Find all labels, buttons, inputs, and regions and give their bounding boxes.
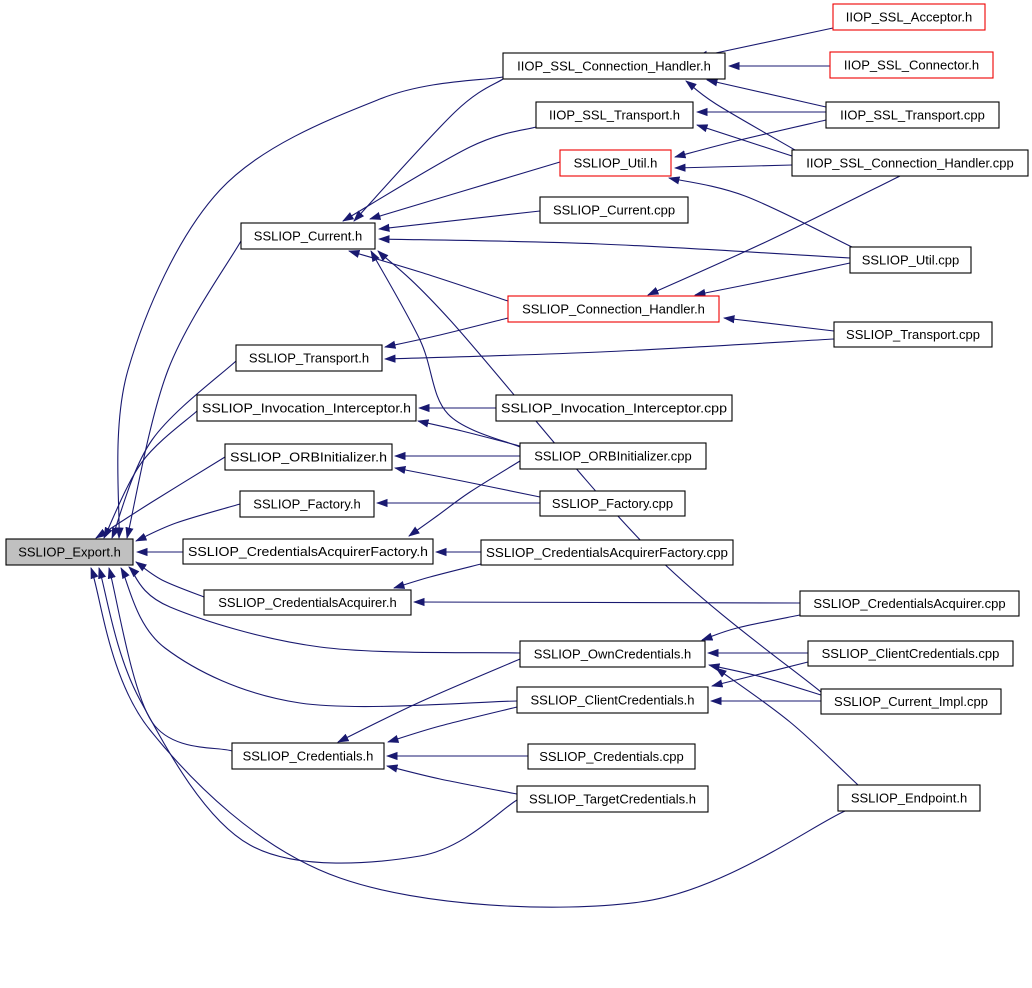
node-label: IIOP_SSL_Connection_Handler.cpp <box>806 155 1014 171</box>
include-edge-ssliop_transport_cpp--ssliop_connection_handler_h <box>724 318 834 331</box>
graph-node-ssliop_current_h[interactable] <box>241 223 375 249</box>
graph-node-ssliop_connection_handler_h[interactable] <box>508 296 719 322</box>
include-edge-ssliop_connection_handler_h--ssliop_current_h <box>349 251 508 301</box>
graph-node-ssliop_credentialsacquirerfactory_h[interactable] <box>183 539 433 564</box>
graph-node-iiop_ssl_connector_h[interactable] <box>830 52 993 78</box>
include-edge-ssliop_util_cpp--ssliop_connection_handler_h <box>695 263 850 295</box>
include-edge-ssliop_orbinitializer_cpp--ssliop_credentialsacquirerfactory_h <box>409 461 520 536</box>
graph-node-iiop_ssl_acceptor_h[interactable] <box>833 4 985 30</box>
include-edge-ssliop_credentialsacquirerfactory_cpp--ssliop_credentialsacquirer_h <box>394 564 481 588</box>
node-label: SSLIOP_ORBInitializer.h <box>230 449 387 465</box>
graph-node-iiop_ssl_connection_handler_h[interactable] <box>503 53 725 79</box>
node-label: SSLIOP_Invocation_Interceptor.cpp <box>501 400 727 416</box>
include-edge-ssliop_current_cpp--ssliop_current_h <box>379 211 540 229</box>
node-label: SSLIOP_TargetCredentials.h <box>529 791 696 807</box>
node-label: SSLIOP_Util.cpp <box>861 252 960 268</box>
graph-node-ssliop_orbinitializer_h[interactable] <box>225 444 392 470</box>
node-label: SSLIOP_CredentialsAcquirerFactory.cpp <box>486 545 728 560</box>
include-edge-ssliop_transport_h--ssliop_export_h <box>112 361 236 538</box>
node-label: SSLIOP_Connection_Handler.h <box>522 301 705 317</box>
nodes-layer <box>6 4 1028 812</box>
include-edge-iiop_ssl_transport_cpp--iiop_ssl_connection_handler_h <box>707 80 826 107</box>
include-edge-ssliop_credentialsacquirer_cpp--ssliop_owncredentials_h <box>702 615 800 640</box>
graph-node-ssliop_export_h[interactable] <box>6 539 133 565</box>
node-label: SSLIOP_Current.h <box>253 228 363 244</box>
graph-node-ssliop_invocation_interceptor_cpp[interactable] <box>496 395 732 421</box>
node-label: SSLIOP_Current_Impl.cpp <box>834 694 988 709</box>
node-label: SSLIOP_CredentialsAcquirer.cpp <box>813 596 1006 611</box>
graph-node-ssliop_credentialsacquirerfactory_cpp[interactable] <box>481 540 733 565</box>
node-label: SSLIOP_ClientCredentials.h <box>530 692 695 708</box>
edges-layer <box>91 28 900 907</box>
graph-node-iiop_ssl_transport_cpp[interactable] <box>826 102 999 128</box>
include-edge-ssliop_orbinitializer_h--ssliop_export_h <box>96 457 225 538</box>
include-edge-ssliop_transport_cpp--ssliop_transport_h <box>385 339 834 359</box>
graph-node-ssliop_current_cpp[interactable] <box>540 197 688 223</box>
include-edge-ssliop_connection_handler_h--ssliop_transport_h <box>385 318 508 347</box>
node-label: SSLIOP_Transport.cpp <box>846 327 980 342</box>
node-label: SSLIOP_OwnCredentials.h <box>533 646 692 662</box>
include-edge-ssliop_util_cpp--ssliop_current_h <box>379 239 850 258</box>
node-label: IIOP_SSL_Transport.h <box>548 107 681 123</box>
node-label: SSLIOP_ORBInitializer.cpp <box>534 448 692 464</box>
graph-node-ssliop_factory_h[interactable] <box>240 491 374 517</box>
graph-node-iiop_ssl_transport_h[interactable] <box>536 102 693 128</box>
graph-node-ssliop_transport_cpp[interactable] <box>834 322 992 347</box>
graph-node-ssliop_credentials_h[interactable] <box>232 743 384 769</box>
include-edge-ssliop_clientcredentials_cpp--ssliop_clientcredentials_h <box>712 662 808 686</box>
graph-node-ssliop_invocation_interceptor_h[interactable] <box>197 395 416 421</box>
graph-node-ssliop_endpoint_h[interactable] <box>838 785 980 811</box>
node-label: SSLIOP_Credentials.h <box>242 748 374 764</box>
node-label: SSLIOP_CredentialsAcquirer.h <box>218 595 397 610</box>
graph-node-ssliop_credentialsacquirer_cpp[interactable] <box>800 591 1019 616</box>
graph-node-ssliop_credentialsacquirer_h[interactable] <box>204 590 411 615</box>
graph-node-ssliop_targetcredentials_h[interactable] <box>517 786 708 812</box>
node-label: SSLIOP_Factory.cpp <box>551 496 674 511</box>
node-label: SSLIOP_Endpoint.h <box>850 790 968 806</box>
include-edge-ssliop_clientcredentials_h--ssliop_credentials_h <box>388 707 517 742</box>
graph-node-ssliop_factory_cpp[interactable] <box>540 491 685 516</box>
graph-node-iiop_ssl_connection_handler_cpp[interactable] <box>792 150 1028 176</box>
node-label: SSLIOP_Factory.h <box>253 496 361 512</box>
include-edge-iiop_ssl_transport_h--ssliop_current_h <box>343 127 536 221</box>
graph-node-ssliop_clientcredentials_h[interactable] <box>517 687 708 713</box>
include-edge-iiop_ssl_connection_handler_cpp--ssliop_util_h <box>675 165 792 168</box>
node-label: IIOP_SSL_Acceptor.h <box>845 9 973 25</box>
graph-node-ssliop_orbinitializer_cpp[interactable] <box>520 443 706 469</box>
node-label: IIOP_SSL_Connector.h <box>843 57 980 73</box>
graph-node-ssliop_credentials_cpp[interactable] <box>528 744 695 769</box>
include-edge-ssliop_endpoint_h--ssliop_export_h <box>91 568 845 907</box>
node-label: SSLIOP_Util.h <box>573 155 658 171</box>
graph-node-ssliop_current_impl_cpp[interactable] <box>821 689 1001 714</box>
graph-node-ssliop_util_h[interactable] <box>560 150 671 176</box>
include-edge-ssliop_endpoint_h--ssliop_owncredentials_h <box>716 668 858 785</box>
node-label: SSLIOP_CredentialsAcquirerFactory.h <box>188 544 428 559</box>
node-label: SSLIOP_Credentials.cpp <box>539 749 684 764</box>
include-edge-ssliop_targetcredentials_h--ssliop_credentials_h <box>387 766 517 794</box>
node-label: IIOP_SSL_Connection_Handler.h <box>517 58 711 74</box>
graph-node-ssliop_transport_h[interactable] <box>236 345 382 371</box>
include-edge-ssliop_factory_h--ssliop_export_h <box>136 504 240 541</box>
graph-node-ssliop_clientcredentials_cpp[interactable] <box>808 641 1013 666</box>
node-label: IIOP_SSL_Transport.cpp <box>840 107 985 123</box>
include-edge-ssliop_credentialsacquirer_cpp--ssliop_credentialsacquirer_h <box>414 602 800 603</box>
include-edge-ssliop_current_impl_cpp--ssliop_owncredentials_h <box>709 665 821 695</box>
include-edge-ssliop_orbinitializer_cpp--ssliop_invocation_interceptor_h <box>418 421 520 446</box>
node-label: SSLIOP_Transport.h <box>248 350 370 366</box>
include-edge-ssliop_util_h--ssliop_current_h <box>370 162 560 219</box>
include-edge-ssliop_factory_cpp--ssliop_orbinitializer_h <box>395 468 540 497</box>
include-edge-ssliop_util_cpp--ssliop_util_h <box>669 178 852 247</box>
include-edge-iiop_ssl_connection_handler_cpp--ssliop_connection_handler_h <box>648 176 900 295</box>
node-label: SSLIOP_ClientCredentials.cpp <box>821 646 1000 661</box>
include-edge-ssliop_current_h--ssliop_export_h <box>127 241 241 538</box>
node-label: SSLIOP_Invocation_Interceptor.h <box>202 400 411 416</box>
node-label: SSLIOP_Current.cpp <box>552 202 676 218</box>
graph-node-ssliop_owncredentials_h[interactable] <box>520 641 705 667</box>
node-label: SSLIOP_Export.h <box>18 544 121 560</box>
graph-node-ssliop_util_cpp[interactable] <box>850 247 971 273</box>
